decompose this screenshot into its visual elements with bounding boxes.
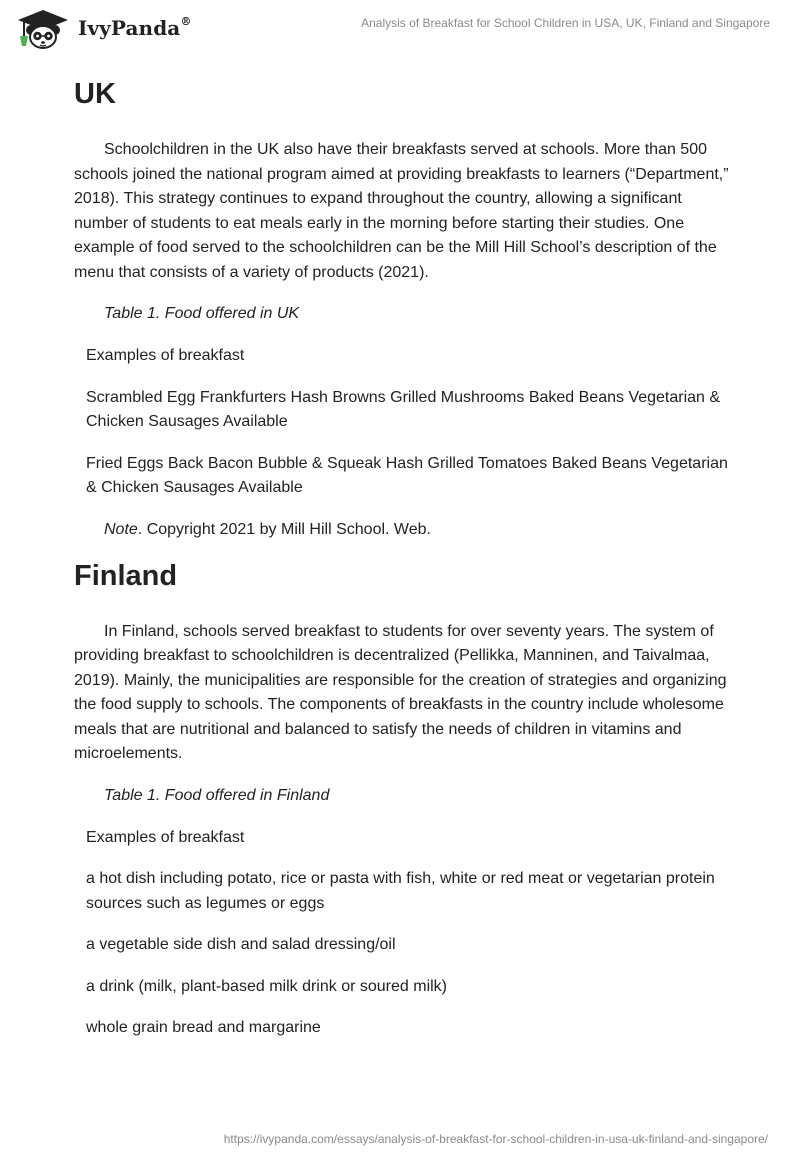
logo-wordmark: [78, 16, 191, 40]
document-title: Analysis of Breakfast for School Children in USA, UK, Finland and Singapore: [361, 16, 770, 30]
uk-paragraph: Schoolchildren in the UK also have their breakfasts served at schools. More than 500 schools joined the national program aimed at providing breakfasts to learners (“Department,” 2018). This strategy continues to expand throughout the country, allowing a significant number of students to eat meals early in the morning before starting their studies. One example of food served to the schoolchildren can be the Mill Hill School’s description of the menu that consists of a variety of products (2021).: [74, 141, 729, 281]
finland-heading: Finland: [74, 559, 178, 592]
finland-table-header: Examples of breakfast: [86, 828, 245, 846]
finland-table-caption: Table 1. Food offered in Finland: [104, 786, 330, 804]
logo-text: IvyPanda: [78, 16, 181, 40]
page-header: [14, 6, 770, 62]
finland-paragraph: In Finland, schools served breakfast to students for over seventy years. The system of providing breakfast to schoolchildren is decentralized (Pellikka, Manninen, and Taivalmaa, 2019). Mainly, the municipalities are responsible for the creation of strategies and organizing the food supply to schools. The components of breakfasts in the country include wholesome meals that are nutritional and balanced to satisfy the needs of children in vitamins and microelements.: [74, 622, 727, 762]
uk-table-caption: Table 1. Food offered in UK: [104, 305, 300, 322]
panda-graduate-icon: [14, 6, 72, 50]
uk-table-row: Scrambled Egg Frankfurters Hash Browns Grilled Mushrooms Baked Beans Vegetarian & Chicken Sausages Available: [86, 388, 721, 430]
essay-content: [74, 70, 734, 1041]
finland-table-row: a drink (milk, plant-based milk drink or soured milk): [86, 977, 447, 995]
ivypanda-logo[interactable]: [14, 6, 191, 50]
uk-table-row: Fried Eggs Back Bacon Bubble & Squeak Hash Grilled Tomatoes Baked Beans Vegetarian & Chicken Sausages Available: [86, 454, 728, 496]
registered-mark: ®: [180, 15, 192, 29]
note-text: . Copyright 2021 by Mill Hill School. Web.: [137, 520, 431, 538]
finland-table-row: a vegetable side dish and salad dressing/oil: [86, 936, 396, 953]
finland-table-row: a hot dish including potato, rice or pasta with fish, white or red meat or vegetarian protein sources such as legumes or eggs: [86, 870, 715, 912]
uk-table-note: [104, 518, 734, 542]
note-label: Note: [104, 520, 138, 538]
source-url[interactable]: https://ivypanda.com/essays/analysis-of-breakfast-for-school-children-in-usa-uk-finland-and-singapore/: [223, 1132, 768, 1146]
uk-heading: UK: [74, 78, 116, 110]
finland-table-row: whole grain bread and margarine: [86, 1019, 321, 1036]
uk-table-header: Examples of breakfast: [86, 347, 245, 364]
